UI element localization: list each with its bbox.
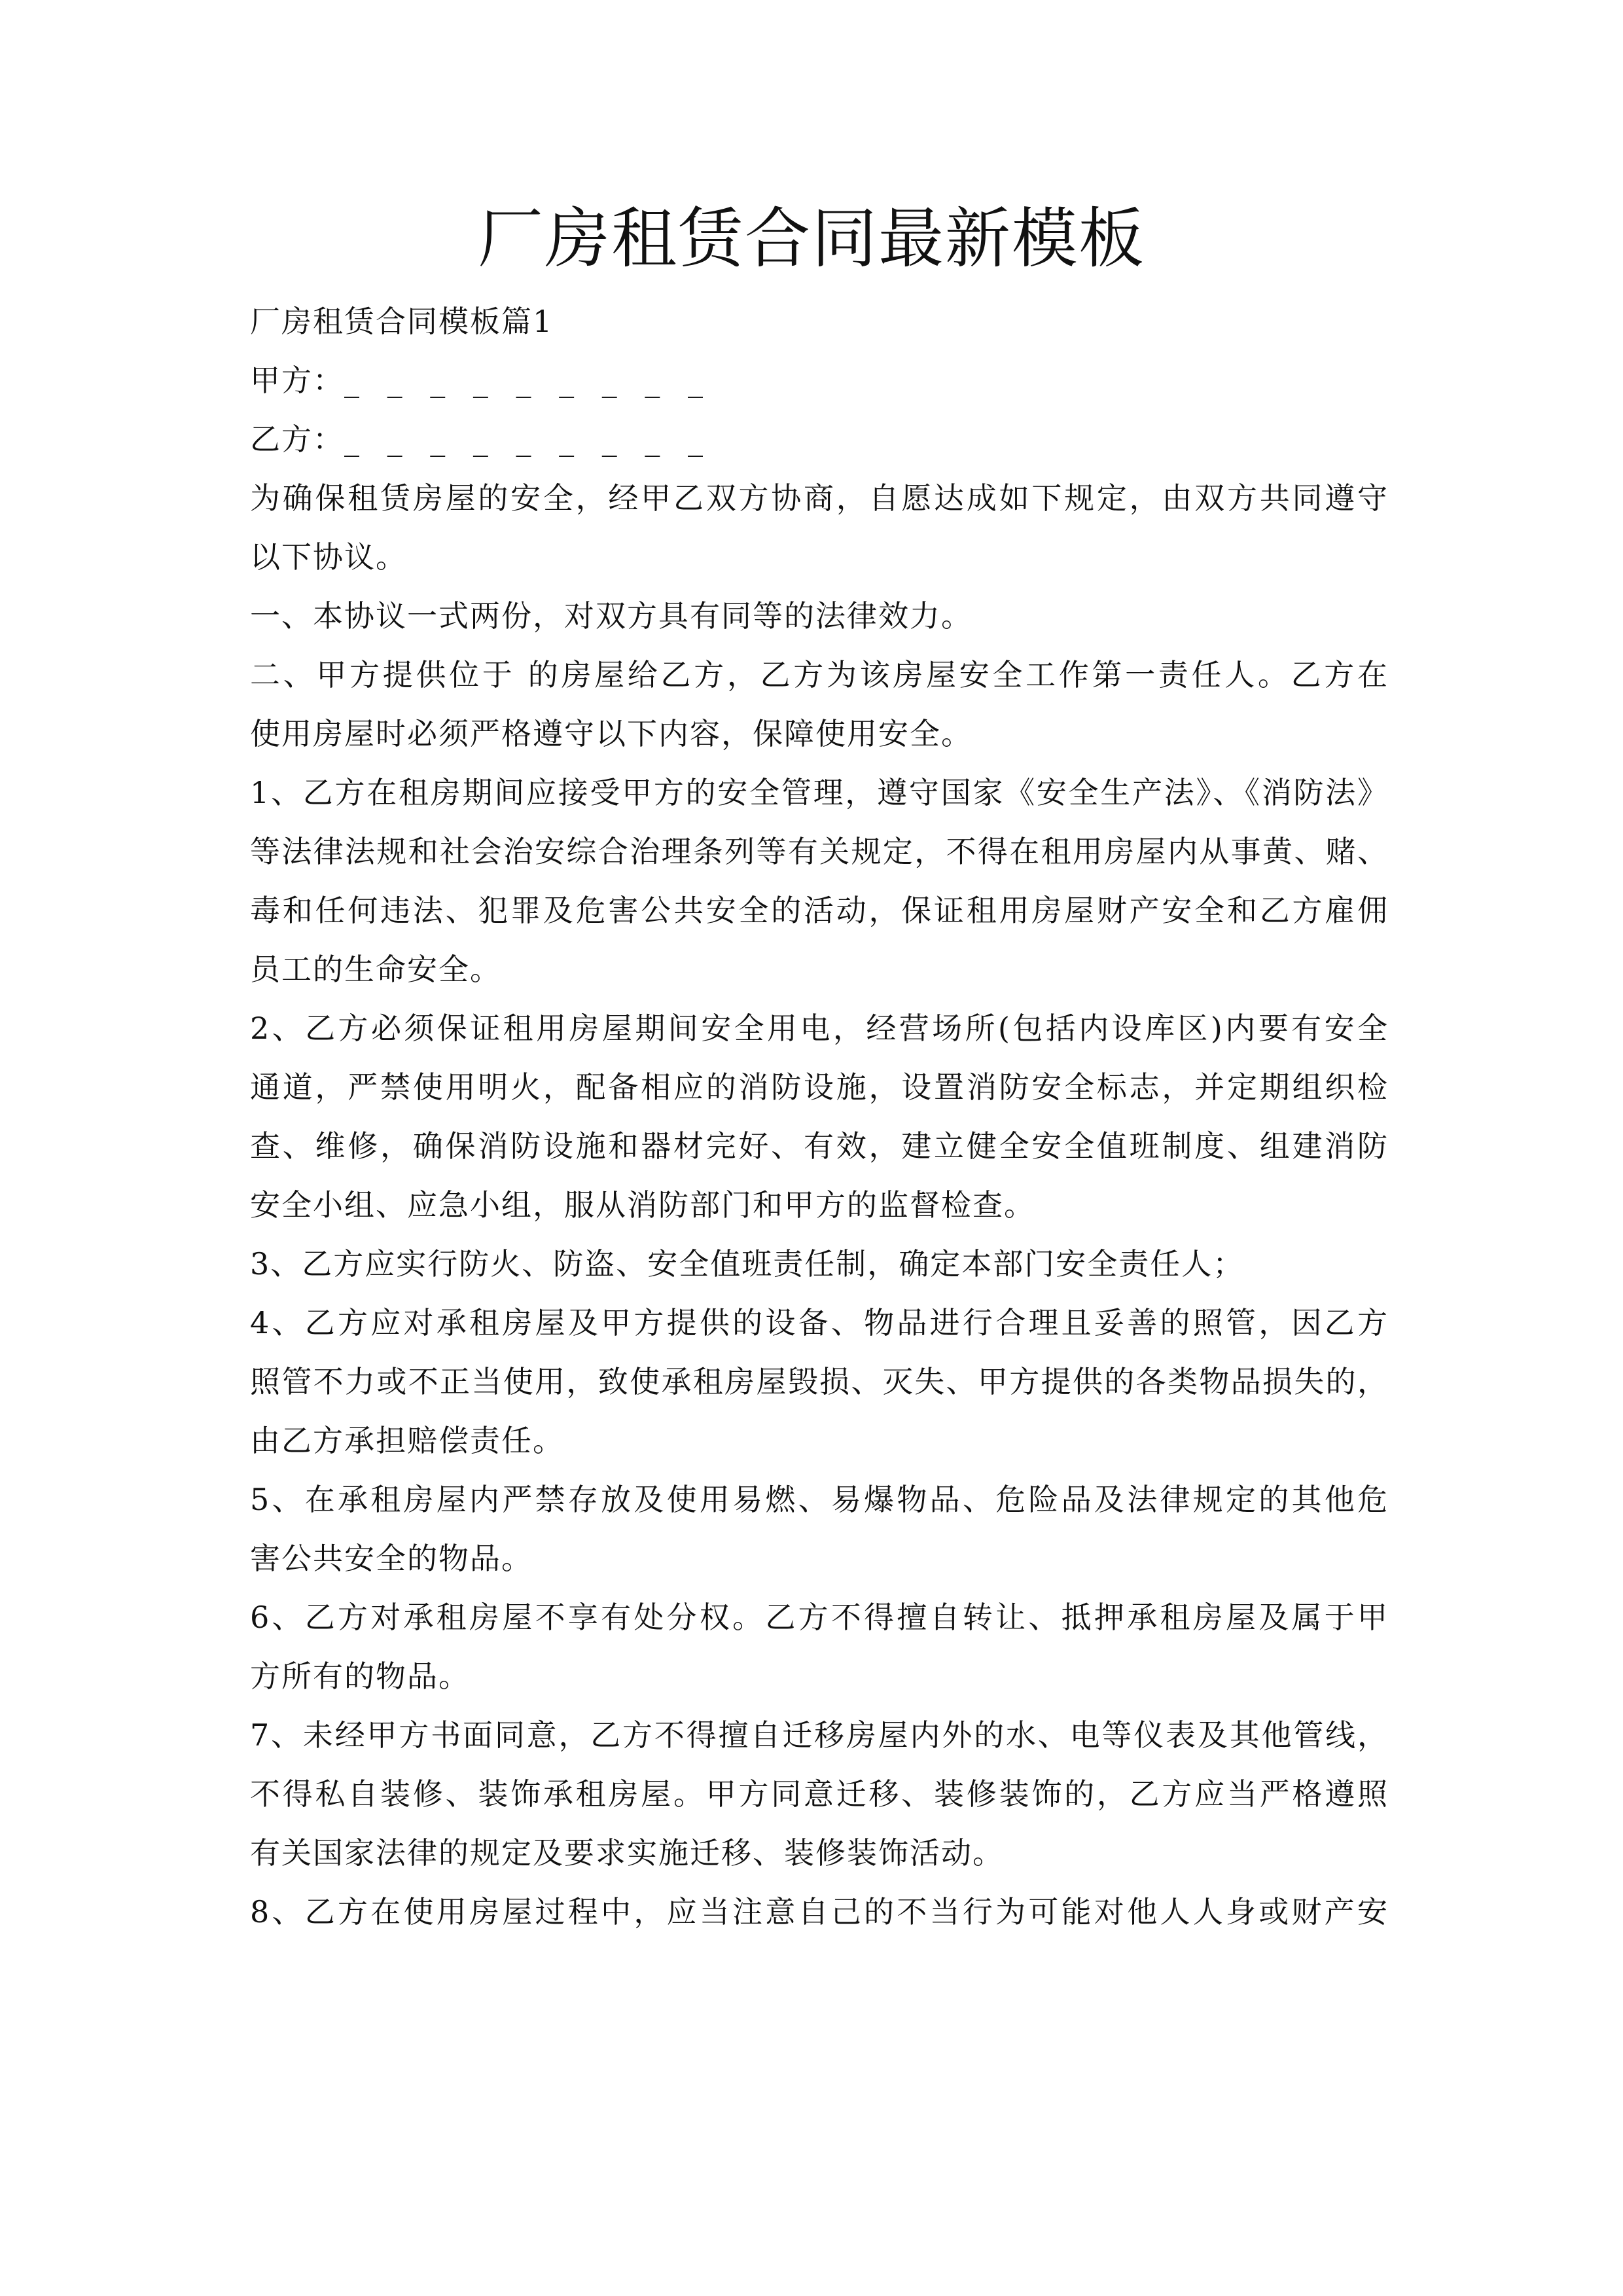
body-line: 有关国家法律的规定及要求实施迁移、装修装饰活动。 [250,1835,1004,1871]
body-line: 5、在承租房屋内严禁存放及使用易燃、易爆物品、危险品及法律规定的其他危 [250,1482,1389,1517]
body-line: 3、乙方应实行防火、防盗、安全值班责任制，确定本部门安全责任人； [250,1246,1245,1282]
body-line: 不得私自装修、装饰承租房屋。甲方同意迁移、装修装饰的，乙方应当严格遵照 [250,1776,1389,1812]
party-b-line [250,410,1389,469]
body-line: 7、未经甲方书面同意，乙方不得擅自迁移房屋内外的水、电等仪表及其他管线， [250,1717,1389,1753]
party-b-label: 乙方： [250,422,344,457]
body-line: 4、乙方应对承租房屋及甲方提供的设备、物品进行合理且妥善的照管，因乙方 [250,1305,1389,1340]
document-body [250,292,1389,1941]
body-line: 二、甲方提供位于 的房屋给乙方，乙方为该房屋安全工作第一责任人。乙方在 [250,657,1389,692]
body-line: 以下协议。 [250,539,407,575]
body-line: 等法律法规和社会治安综合治理条列等有关规定，不得在租用房屋内从事黄、赌、 [250,834,1389,869]
document-title: 厂房租赁合同最新模板 [478,200,1145,277]
body-line: 8、乙方在使用房屋过程中，应当注意自己的不当行为可能对他人人身或财产安 [250,1894,1389,1929]
party-b-blank: _ _ _ _ _ _ _ _ _ [344,422,712,457]
party-a-line [250,351,1389,410]
party-a-label: 甲方： [250,363,344,398]
body-line: 1、乙方在租房期间应接受甲方的安全管理，遵守国家《安全生产法》、《消防法》 [250,775,1389,810]
body-line: 查、维修，确保消防设施和器材完好、有效，建立健全安全值班制度、组建消防 [250,1128,1389,1164]
section-subtitle: 厂房租赁合同模板篇1 [250,304,554,339]
body-line: 安全小组、应急小组，服从消防部门和甲方的监督检查。 [250,1187,1035,1223]
body-line: 2、乙方必须保证租用房屋期间安全用电，经营场所(包括内设库区)内要有安全 [250,1011,1389,1046]
body-line: 使用房屋时必须严格遵守以下内容，保障使用安全。 [250,716,972,751]
body-line: 为确保租赁房屋的安全，经甲乙双方协商，自愿达成如下规定，由双方共同遵守 [250,480,1389,516]
body-line: 方所有的物品。 [250,1659,470,1694]
body-line: 照管不力或不正当使用，致使承租房屋毁损、灭失、甲方提供的各类物品损失的， [250,1364,1389,1399]
body-line: 6、乙方对承租房屋不享有处分权。乙方不得擅自转让、抵押承租房屋及属于甲 [250,1600,1389,1635]
body-line: 害公共安全的物品。 [250,1541,533,1576]
party-a-blank: _ _ _ _ _ _ _ _ _ [344,363,712,398]
body-line: 毒和任何违法、犯罪及危害公共安全的活动，保证租用房屋财产安全和乙方雇佣 [250,893,1389,928]
body-line: 由乙方承担赔偿责任。 [250,1423,564,1458]
body-line: 员工的生命安全。 [250,952,501,987]
body-line: 一、本协议一式两份，对双方具有同等的法律效力。 [250,598,972,634]
body-line: 通道，严禁使用明火，配备相应的消防设施，设置消防安全标志，并定期组织检 [250,1069,1389,1105]
